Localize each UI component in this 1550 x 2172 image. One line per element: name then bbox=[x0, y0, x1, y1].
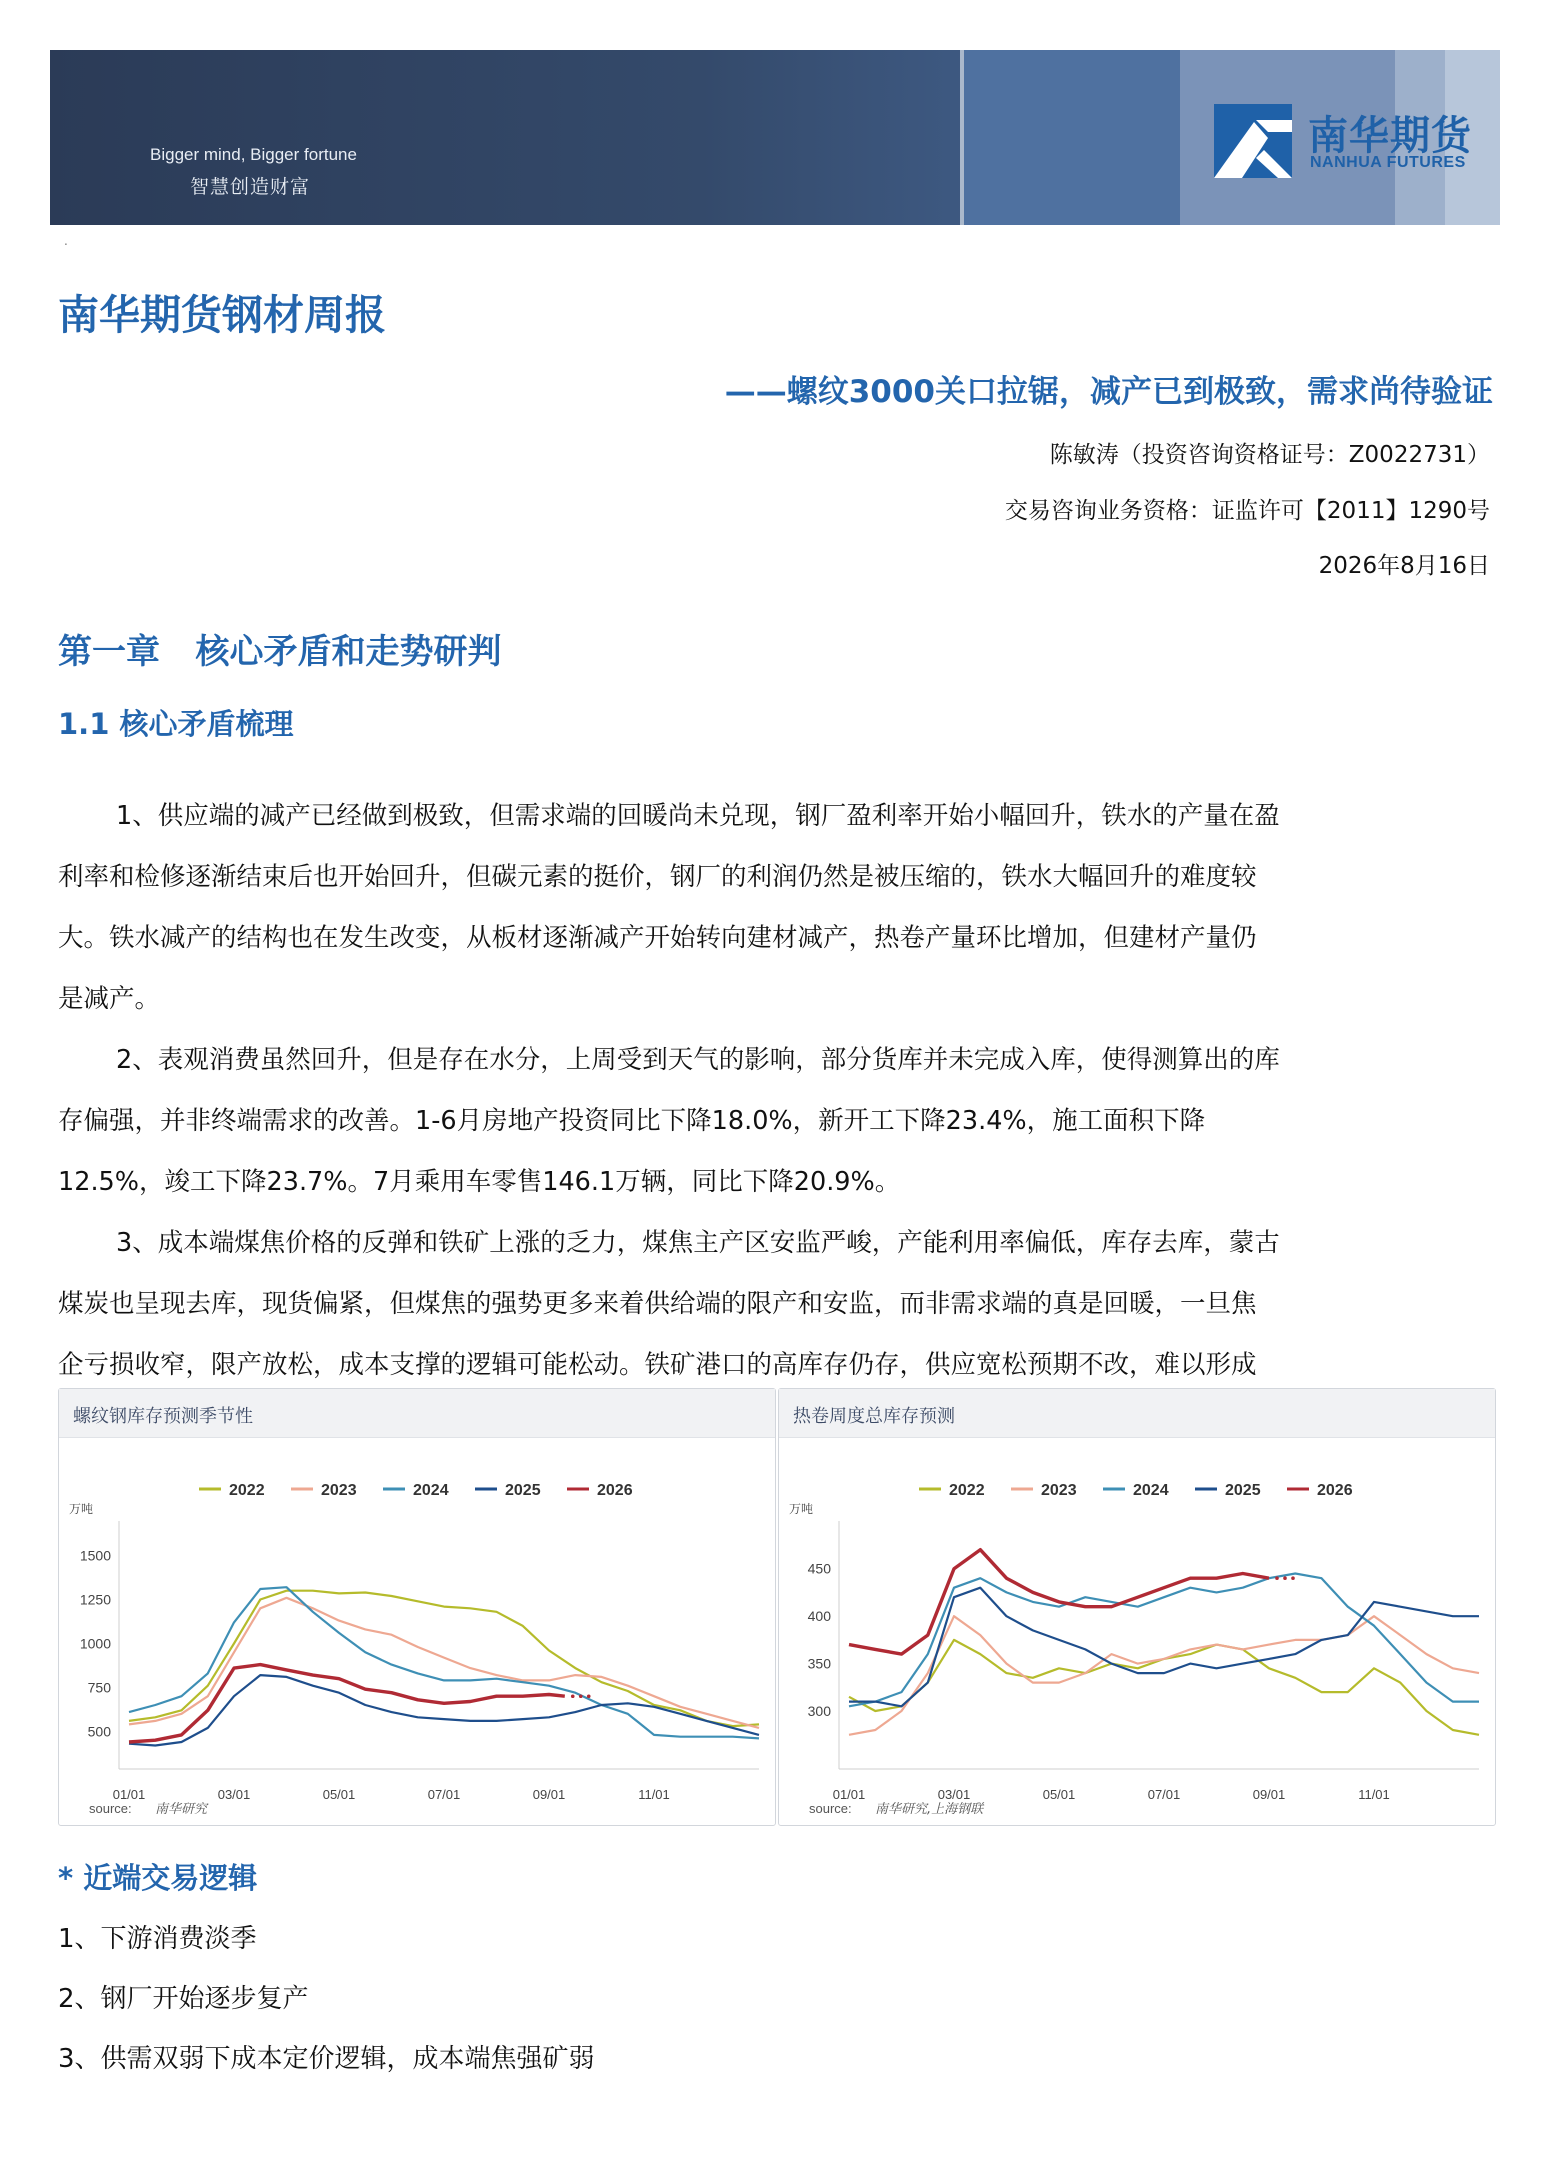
report-subtitle: ——螺纹3000关口拉锯，减产已到极致，需求尚待验证 bbox=[724, 374, 1493, 410]
x-tick-label: 03/01 bbox=[937, 1787, 971, 1802]
banner-motto-en: Bigger mind, Bigger fortune bbox=[150, 145, 357, 164]
report-title: 南华期货钢材周报 bbox=[58, 291, 386, 339]
forecast-dot bbox=[1283, 1576, 1287, 1580]
y-tick-label: 1500 bbox=[79, 1547, 111, 1564]
report-date: 2026年8月16日 bbox=[1318, 553, 1490, 579]
paragraph-line: 2、表观消费虽然回升，但是存在水分，上周受到天气的影响，部分货库并未完成入库，使得测算出的库 bbox=[116, 1045, 1280, 1075]
x-tick-label: 11/01 bbox=[1358, 1787, 1390, 1802]
x-tick-label: 07/01 bbox=[1147, 1787, 1181, 1802]
company-logo bbox=[1212, 102, 1492, 182]
axis-spacer bbox=[849, 1749, 1479, 1765]
paragraph-line: 1、供应端的减产已经做到极致，但需求端的回暖尚未兑现，钢厂盈利率开始小幅回升，铁水的产量在盈 bbox=[116, 801, 1280, 831]
y-axis-unit: 万吨 bbox=[789, 1502, 814, 1516]
forecast-dot bbox=[571, 1694, 575, 1698]
logic-item: 1、下游消费淡季 bbox=[58, 1924, 257, 1954]
banner-motto-cn: 智慧创造财富 bbox=[190, 176, 311, 198]
x-tick-label: 05/01 bbox=[1042, 1787, 1076, 1802]
logo-text-cn: 南华期货 bbox=[1308, 113, 1472, 159]
y-tick-label: 400 bbox=[807, 1608, 831, 1625]
forecast-dot bbox=[587, 1694, 591, 1698]
forecast-dot bbox=[1275, 1576, 1279, 1580]
source-label: source: bbox=[809, 1801, 852, 1816]
paragraph-line: 是减产。 bbox=[58, 984, 161, 1014]
section-heading: 1.1 核心矛盾梳理 bbox=[58, 707, 294, 741]
rebar-inventory-chart-card bbox=[58, 1388, 776, 1826]
x-tick-label: 01/01 bbox=[832, 1787, 866, 1802]
author-line: 陈敏涛（投资咨询资格证号：Z0022731） bbox=[1049, 442, 1490, 468]
hrc-inventory-chart bbox=[779, 1437, 1495, 1825]
source-label: source: bbox=[89, 1801, 132, 1816]
y-tick-label: 750 bbox=[87, 1679, 111, 1696]
banner-stripe bbox=[964, 50, 1180, 225]
x-tick-label: 03/01 bbox=[217, 1787, 251, 1802]
y-tick-label: 450 bbox=[807, 1560, 831, 1577]
paragraph-line: 大。铁水减产的结构也在发生改变，从板材逐渐减产开始转向建材减产，热卷产量环比增加，但建材产量仍 bbox=[58, 923, 1257, 953]
x-tick-label: 07/01 bbox=[427, 1787, 461, 1802]
x-tick-label: 09/01 bbox=[1252, 1787, 1286, 1802]
legend-label: 2024 bbox=[1133, 1482, 1169, 1499]
source-name: 南华研究,上海钢联 bbox=[875, 1802, 984, 1817]
legend-label: 2026 bbox=[1317, 1482, 1353, 1499]
logic-item: 3、供需双弱下成本定价逻辑，成本端焦强矿弱 bbox=[58, 2044, 595, 2074]
x-tick-label: 05/01 bbox=[322, 1787, 356, 1802]
paragraph-line: 利率和检修逐渐结束后也开始回升，但碳元素的挺价，钢厂的利润仍然是被压缩的，铁水大幅回升的难度较 bbox=[58, 862, 1257, 892]
paragraph-3 bbox=[58, 1213, 1494, 1396]
paragraph-line: 存偏强，并非终端需求的改善。1-6月房地产投资同比下降18.0%，新开工下降23.4%，施工面积下降 bbox=[58, 1106, 1206, 1136]
chart-header bbox=[59, 1389, 775, 1438]
trading-logic-heading: * 近端交易逻辑 bbox=[58, 1861, 258, 1895]
paragraph-line: 企亏损收窄，限产放松，成本支撑的逻辑可能松动。铁矿港口的高库存仍存，供应宽松预期不改，难以形成 bbox=[58, 1350, 1257, 1380]
series-line-2026 bbox=[849, 1550, 1269, 1654]
paragraph-line: 煤炭也呈现去库，现货偏紧，但煤焦的强势更多来着供给端的限产和安监，而非需求端的真是回暖，一旦焦 bbox=[58, 1289, 1257, 1319]
chart-title: 热卷周度总库存预测 bbox=[793, 1406, 955, 1427]
chart-title: 螺纹钢库存预测季节性 bbox=[73, 1406, 253, 1427]
legend-label: 2022 bbox=[229, 1482, 265, 1499]
source-name: 南华研究 bbox=[155, 1802, 208, 1817]
nanhua-logo-icon bbox=[1212, 102, 1296, 182]
y-tick-label: 300 bbox=[807, 1703, 831, 1720]
legend-label: 2025 bbox=[505, 1482, 541, 1499]
axis-spacer bbox=[129, 1749, 759, 1765]
y-tick-label: 500 bbox=[87, 1723, 111, 1740]
forecast-dot bbox=[1291, 1576, 1295, 1580]
x-tick-label: 01/01 bbox=[112, 1787, 146, 1802]
y-tick-label: 1000 bbox=[79, 1635, 111, 1652]
legend-label: 2022 bbox=[949, 1482, 985, 1499]
legend-label: 2024 bbox=[413, 1482, 449, 1499]
x-tick-label: 11/01 bbox=[638, 1787, 670, 1802]
forecast-dot bbox=[579, 1694, 583, 1698]
x-tick-label: 09/01 bbox=[532, 1787, 566, 1802]
legend-label: 2023 bbox=[321, 1482, 357, 1499]
rebar-inventory-chart bbox=[59, 1437, 775, 1825]
paragraph-2 bbox=[58, 1030, 1494, 1213]
series-line-2025 bbox=[849, 1588, 1479, 1707]
license-line: 交易咨询业务资格：证监许可【2011】1290号 bbox=[1004, 498, 1490, 524]
y-tick-label: 1250 bbox=[79, 1591, 111, 1608]
paragraph-line: 3、成本端煤焦价格的反弹和铁矿上涨的乏力，煤焦主产区安监严峻，产能利用率偏低，库存去库，蒙古 bbox=[116, 1228, 1280, 1258]
logic-item: 2、钢厂开始逐步复产 bbox=[58, 1984, 309, 2014]
logo-text-en: NANHUA FUTURES bbox=[1310, 154, 1466, 171]
legend-label: 2026 bbox=[597, 1482, 633, 1499]
paragraph-1 bbox=[58, 786, 1494, 1030]
chart-header bbox=[779, 1389, 1495, 1438]
series-line-2024 bbox=[129, 1587, 759, 1738]
chapter-heading: 第一章 核心矛盾和走势研判 bbox=[58, 632, 502, 672]
paragraph-line: 12.5%，竣工下降23.7%。7月乘用车零售146.1万辆，同比下降20.9%。 bbox=[58, 1167, 901, 1197]
legend-label: 2023 bbox=[1041, 1482, 1077, 1499]
page-mark: . bbox=[64, 234, 68, 248]
header-banner bbox=[50, 50, 1500, 225]
y-axis-unit: 万吨 bbox=[69, 1502, 94, 1516]
series-line-2022 bbox=[849, 1640, 1479, 1735]
y-tick-label: 350 bbox=[807, 1655, 831, 1672]
hrc-inventory-chart-card bbox=[778, 1388, 1496, 1826]
legend-label: 2025 bbox=[1225, 1482, 1261, 1499]
